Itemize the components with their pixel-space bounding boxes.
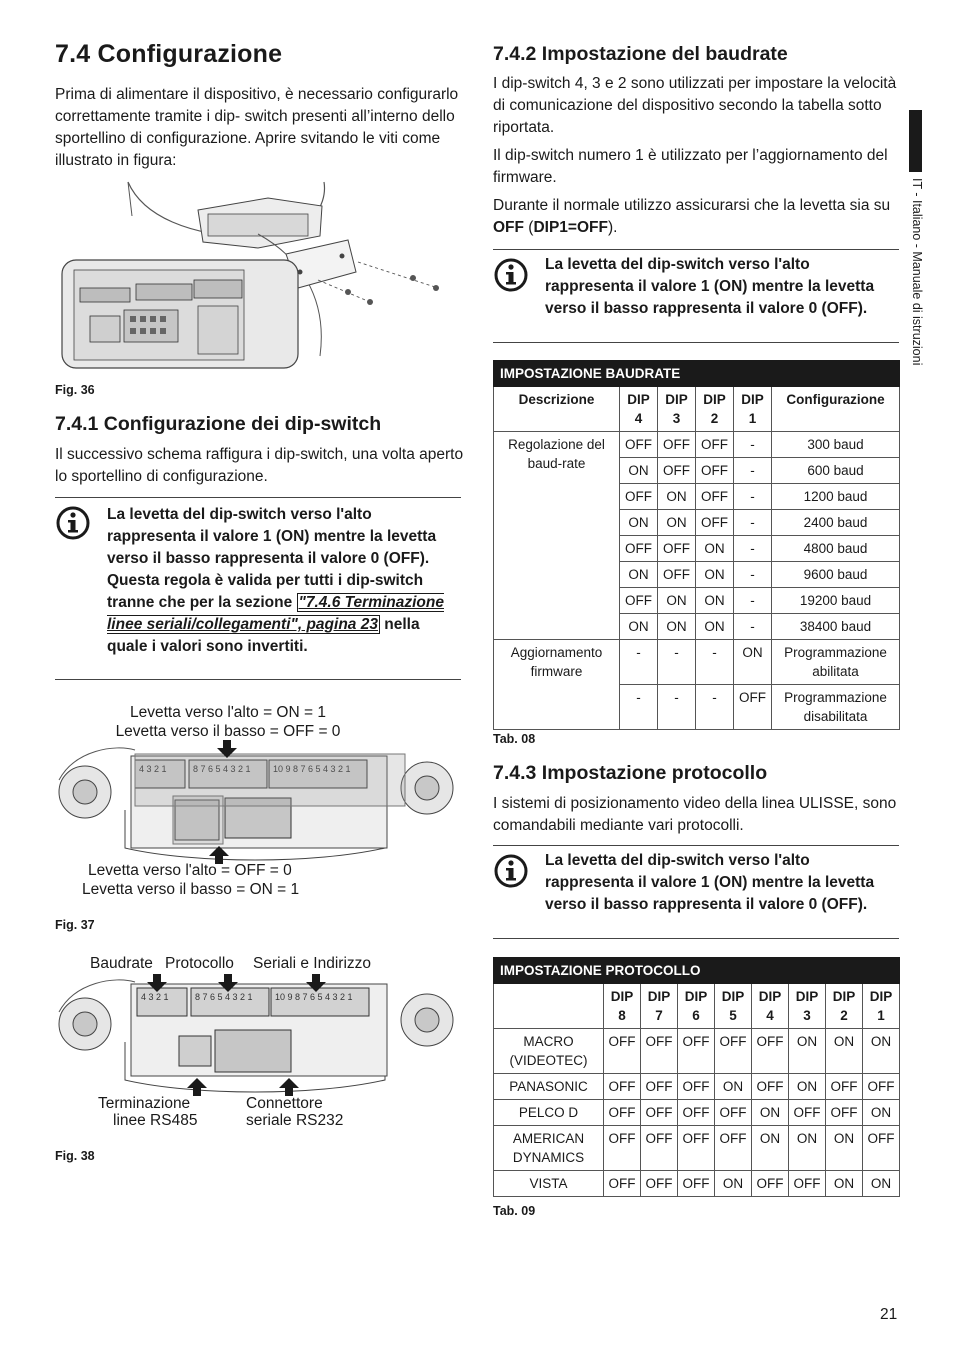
table-cell: -	[734, 614, 772, 640]
table-cell: -	[734, 458, 772, 484]
table-cell: ON	[789, 1126, 826, 1171]
fig37-label-top-1: Levetta verso l'alto = ON = 1	[130, 704, 326, 721]
fig37-label-top-2: Levetta verso il basso = OFF = 0	[115, 723, 341, 740]
p3-text-c: (	[524, 219, 534, 236]
note3-text: La levetta del dip-switch verso l'alto rappresenta il valore 1 (ON) mentre la levetta verso il basso rappresenta il valore 0 (OFF).	[545, 852, 875, 913]
table-cell: OFF	[678, 1029, 715, 1074]
table-header-row	[494, 984, 900, 1029]
note2-text: La levetta del dip-switch verso l'alto rappresenta il valore 1 (ON) mentre la levetta verso il basso rappresenta il valore 0 (OFF).	[545, 256, 875, 317]
table-cell: -	[696, 685, 734, 730]
table-cell: OFF	[678, 1074, 715, 1100]
table-cell: -	[734, 536, 772, 562]
table-cell: OFF	[620, 536, 658, 562]
table-cell: OFF	[678, 1126, 715, 1171]
table-header-cell: DIP 1	[863, 984, 900, 1029]
table-cell: 38400 baud	[772, 614, 900, 640]
tab09-caption: Tab. 09	[493, 1204, 536, 1218]
fig38-label-protocollo: Protocollo	[165, 955, 234, 972]
table-row	[494, 640, 900, 685]
table-cell: ON	[696, 536, 734, 562]
svg-text:10 9 8 7 6 5 4 3 2 1: 10 9 8 7 6 5 4 3 2 1	[273, 764, 351, 774]
table-header-cell: DIP 1	[734, 387, 772, 432]
section-742-paragraph-3	[493, 195, 898, 239]
table-header-cell	[494, 984, 604, 1029]
table-cell: 19200 baud	[772, 588, 900, 614]
fig37-label-bottom-2: Levetta verso il basso = ON = 1	[82, 881, 300, 898]
table-group-cell: Aggiornamento firmware	[494, 640, 620, 730]
intro-paragraph: Prima di alimentare il dispositivo, è necessario configurarlo correttamente tramite i dip- switch presenti all’interno dello sportellino di configurazione. Aprire svitando le viti come illustrato in figura:	[55, 86, 459, 169]
fig36-illustration	[58, 176, 460, 372]
p3-text-a: Durante il normale utilizzo assicurarsi che la levetta sia su	[493, 197, 891, 214]
side-label: IT - Italiano - Manuale di istruzioni	[910, 178, 924, 366]
fig38-caption: Fig. 38	[55, 1149, 95, 1163]
table-cell: OFF	[826, 1074, 863, 1100]
table-cell: OFF	[696, 484, 734, 510]
svg-text:8 7 6 5 4 3 2 1: 8 7 6 5 4 3 2 1	[195, 992, 253, 1002]
page-title: 7.4 Configurazione	[55, 40, 283, 68]
table-cell: 600 baud	[772, 458, 900, 484]
section-741-text: Il successivo schema raffigura i dip-switch, una volta aperto lo sportellino di configurazione.	[55, 446, 464, 485]
table-cell: ON	[658, 614, 696, 640]
table-baudrate	[493, 360, 900, 730]
page-number: 21	[880, 1306, 898, 1323]
table-cell: -	[734, 510, 772, 536]
table-cell: ON	[826, 1029, 863, 1074]
section-742-title: 7.4.2 Impostazione del baudrate	[493, 43, 788, 65]
table-cell: OFF	[752, 1074, 789, 1100]
fig37-label-bottom-1: Levetta verso l'alto = OFF = 0	[88, 862, 292, 879]
fig38-label-connettore-1: Connettore	[246, 1095, 323, 1112]
table-cell: OFF	[620, 484, 658, 510]
table-header-cell: DIP 6	[678, 984, 715, 1029]
table-cell: Programmazione abilitata	[772, 640, 900, 685]
fig36-caption: Fig. 36	[55, 383, 95, 397]
table-cell: OFF	[715, 1100, 752, 1126]
table-cell: OFF	[752, 1029, 789, 1074]
table-cell: ON	[789, 1074, 826, 1100]
table-cell: OFF	[620, 432, 658, 458]
table-cell: OFF	[715, 1126, 752, 1171]
table-cell: ON	[752, 1100, 789, 1126]
table-cell: -	[658, 685, 696, 730]
fig38-dip-switch-illustration	[55, 972, 457, 1096]
section-742-paragraph-2: Il dip-switch numero 1 è utilizzato per l’aggiornamento del firmware.	[493, 147, 888, 186]
table-cell: -	[734, 562, 772, 588]
note1-text-b: nella quale i valori sono invertiti.	[107, 616, 420, 655]
fig38-label-terminazione-2: linee RS485	[113, 1112, 198, 1129]
info-icon	[55, 498, 103, 679]
section-742-paragraph-1: I dip-switch 4, 3 e 2 sono utilizzati per impostare la velocità di comunicazione del dispositivo secondo la tabella sotto riportata.	[493, 75, 897, 136]
table-cell: -	[734, 484, 772, 510]
table-cell: OFF	[752, 1171, 789, 1197]
table-cell: OFF	[658, 536, 696, 562]
protocol-name-cell: AMERICAN DYNAMICS	[494, 1126, 604, 1171]
table-cell: OFF	[604, 1074, 641, 1100]
table-header-cell: DIP 2	[826, 984, 863, 1029]
table-cell: -	[658, 640, 696, 685]
info-icon	[493, 846, 541, 938]
table-protocollo-title: IMPOSTAZIONE PROTOCOLLO	[494, 958, 900, 984]
table-cell: OFF	[658, 432, 696, 458]
svg-text:10 9 8 7 6 5 4 3 2 1: 10 9 8 7 6 5 4 3 2 1	[275, 992, 353, 1002]
table-cell: OFF	[734, 685, 772, 730]
table-row	[494, 432, 900, 458]
table-cell: ON	[620, 458, 658, 484]
fig37-caption: Fig. 37	[55, 918, 95, 932]
table-cell: OFF	[658, 458, 696, 484]
side-tab-marker	[909, 110, 922, 172]
protocol-name-cell: PANASONIC	[494, 1074, 604, 1100]
table-cell: ON	[620, 562, 658, 588]
table-cell: ON	[734, 640, 772, 685]
table-protocollo	[493, 957, 900, 1197]
table-cell: -	[620, 685, 658, 730]
table-cell: -	[734, 588, 772, 614]
note1-text-a: La levetta del dip-switch verso l'alto rappresenta il valore 1 (ON) mentre la levetta verso il basso rappresenta il valore 0 (OFF). Questa regola è valida per tutti i dip-switch tranne che per la sezione	[107, 506, 437, 611]
svg-text:8 7 6 5 4 3 2 1: 8 7 6 5 4 3 2 1	[193, 764, 251, 774]
section-743-paragraph: I sistemi di posizionamento video della linea ULISSE, sono comandabili mediante vari protocolli.	[493, 795, 897, 834]
table-cell: OFF	[641, 1029, 678, 1074]
info-icon	[493, 250, 541, 342]
table-cell: ON	[863, 1029, 900, 1074]
info-note-1	[55, 497, 461, 680]
table-cell: ON	[863, 1171, 900, 1197]
section-741-title: 7.4.1 Configurazione dei dip-switch	[55, 413, 382, 435]
table-cell: -	[734, 432, 772, 458]
table-header-cell: DIP 2	[696, 387, 734, 432]
fig38-label-seriali: Seriali e Indirizzo	[253, 955, 372, 972]
protocol-name-cell: PELCO D	[494, 1100, 604, 1126]
table-cell: 4800 baud	[772, 536, 900, 562]
protocol-name-cell: MACRO (VIDEOTEC)	[494, 1029, 604, 1074]
table-cell: Programmazione disabilitata	[772, 685, 900, 730]
info-note-3	[493, 845, 899, 939]
table-cell: OFF	[863, 1126, 900, 1171]
table-header-cell: DIP 4	[620, 387, 658, 432]
table-cell: -	[696, 640, 734, 685]
table-cell: OFF	[789, 1100, 826, 1126]
table-row	[494, 1171, 900, 1197]
table-cell: OFF	[604, 1171, 641, 1197]
table-header-cell: DIP 8	[604, 984, 641, 1029]
table-row	[494, 1029, 900, 1074]
table-cell: 9600 baud	[772, 562, 900, 588]
table-cell: ON	[696, 562, 734, 588]
note1-section-link[interactable]: "7.4.6 Terminazione linee seriali/collegamenti", pagina 23	[107, 594, 444, 633]
table-header-cell: Descrizione	[494, 387, 620, 432]
table-group-cell: Regolazione del baud-rate	[494, 432, 620, 640]
table-cell: OFF	[678, 1100, 715, 1126]
table-cell: OFF	[641, 1100, 678, 1126]
svg-text:4 3 2 1: 4 3 2 1	[139, 764, 167, 774]
table-header-cell: DIP 3	[658, 387, 696, 432]
table-cell: 1200 baud	[772, 484, 900, 510]
table-cell: ON	[620, 614, 658, 640]
table-cell: OFF	[696, 458, 734, 484]
table-cell: ON	[696, 588, 734, 614]
section-743-title: 7.4.3 Impostazione protocollo	[493, 762, 768, 784]
info-note-2	[493, 249, 899, 343]
table-cell: -	[620, 640, 658, 685]
table-cell: ON	[863, 1100, 900, 1126]
fig38-label-connettore-2: seriale RS232	[246, 1112, 344, 1129]
table-cell: OFF	[641, 1171, 678, 1197]
tab08-caption: Tab. 08	[493, 732, 536, 746]
table-cell: ON	[658, 484, 696, 510]
table-header-row	[494, 387, 900, 432]
table-cell: OFF	[789, 1171, 826, 1197]
table-cell: OFF	[604, 1126, 641, 1171]
table-cell: ON	[715, 1171, 752, 1197]
table-cell: OFF	[678, 1171, 715, 1197]
table-cell: OFF	[641, 1126, 678, 1171]
fig38-label-terminazione-1: Terminazione	[98, 1095, 191, 1112]
table-cell: ON	[620, 510, 658, 536]
table-row	[494, 1100, 900, 1126]
table-header-cell: Configurazione	[772, 387, 900, 432]
table-cell: ON	[658, 588, 696, 614]
table-cell: ON	[789, 1029, 826, 1074]
table-cell: OFF	[604, 1029, 641, 1074]
table-row	[494, 1126, 900, 1171]
fig38-label-baudrate: Baudrate	[90, 955, 153, 972]
table-cell: OFF	[620, 588, 658, 614]
p3-text-e: ).	[607, 219, 618, 236]
table-cell: OFF	[826, 1100, 863, 1126]
table-cell: ON	[658, 510, 696, 536]
table-header-cell: DIP 3	[789, 984, 826, 1029]
table-cell: 300 baud	[772, 432, 900, 458]
table-cell: 2400 baud	[772, 510, 900, 536]
table-row	[494, 1074, 900, 1100]
p3-off: OFF	[493, 219, 524, 236]
table-header-cell: DIP 5	[715, 984, 752, 1029]
protocol-name-cell: VISTA	[494, 1171, 604, 1197]
table-cell: ON	[696, 614, 734, 640]
table-cell: ON	[826, 1171, 863, 1197]
table-cell: ON	[826, 1126, 863, 1171]
fig37-dip-switch-illustration	[55, 740, 457, 864]
table-cell: OFF	[696, 510, 734, 536]
table-cell: ON	[715, 1074, 752, 1100]
p3-dip1: DIP1=OFF	[533, 219, 608, 236]
table-cell: ON	[752, 1126, 789, 1171]
table-cell: OFF	[715, 1029, 752, 1074]
table-cell: OFF	[658, 562, 696, 588]
table-baudrate-title: IMPOSTAZIONE BAUDRATE	[494, 361, 900, 387]
table-header-cell: DIP 7	[641, 984, 678, 1029]
table-cell: OFF	[604, 1100, 641, 1126]
table-cell: OFF	[863, 1074, 900, 1100]
table-cell: OFF	[641, 1074, 678, 1100]
table-header-cell: DIP 4	[752, 984, 789, 1029]
svg-text:4 3 2 1: 4 3 2 1	[141, 992, 169, 1002]
table-cell: OFF	[696, 432, 734, 458]
